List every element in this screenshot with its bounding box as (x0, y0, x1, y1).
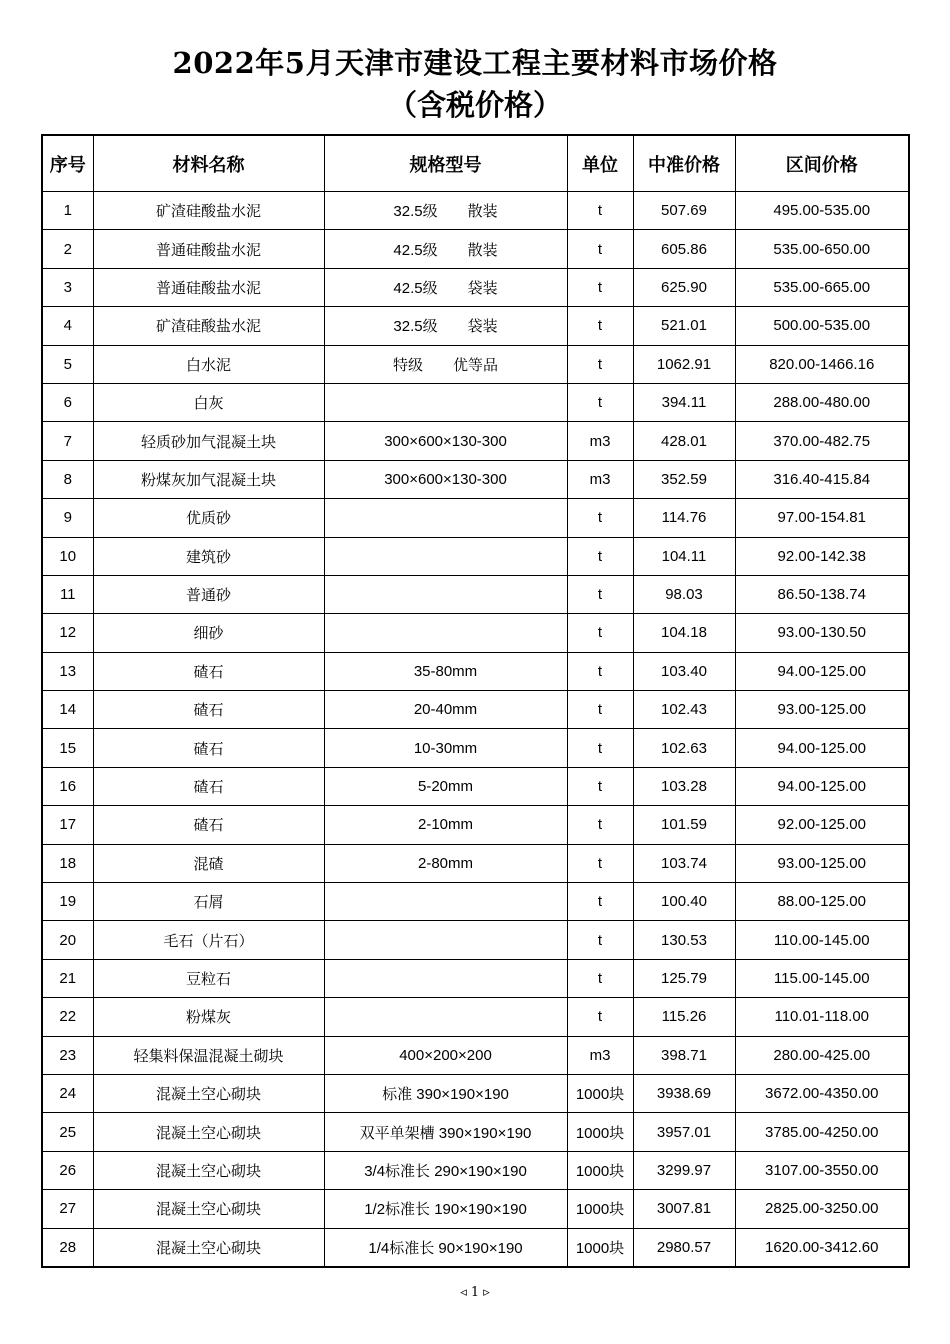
cell-unit: t (567, 767, 633, 805)
cell-spec: 1/4标准长 90×190×190 (324, 1228, 567, 1267)
table-row (42, 422, 909, 460)
cell-seq: 25 (42, 1113, 93, 1151)
cell-seq: 9 (42, 499, 93, 537)
cell-unit: 1000块 (567, 1074, 633, 1112)
cell-spec (324, 883, 567, 921)
cell-spec: 3/4标准长 290×190×190 (324, 1151, 567, 1189)
cell-seq: 1 (42, 192, 93, 230)
cell-mid-price: 103.28 (633, 767, 735, 805)
cell-seq: 18 (42, 844, 93, 882)
cell-unit: t (567, 345, 633, 383)
table-body (42, 192, 909, 1267)
table-row (42, 307, 909, 345)
cell-spec: 双平单架槽 390×190×190 (324, 1113, 567, 1151)
cell-mid-price: 100.40 (633, 883, 735, 921)
cell-unit: 1000块 (567, 1113, 633, 1151)
cell-range-price: 94.00-125.00 (735, 652, 909, 690)
cell-spec: 400×200×200 (324, 1036, 567, 1074)
table-row (42, 537, 909, 575)
cell-seq: 2 (42, 230, 93, 268)
cell-spec (324, 614, 567, 652)
cell-range-price: 370.00-482.75 (735, 422, 909, 460)
cell-mid-price: 102.43 (633, 691, 735, 729)
cell-unit: t (567, 537, 633, 575)
cell-range-price: 820.00-1466.16 (735, 345, 909, 383)
cell-seq: 3 (42, 268, 93, 306)
cell-range-price: 316.40-415.84 (735, 460, 909, 498)
table-row (42, 1074, 909, 1112)
table-row (42, 998, 909, 1036)
cell-spec: 2-10mm (324, 806, 567, 844)
cell-mid-price: 3299.97 (633, 1151, 735, 1189)
document-subtitle: （含税价格） (387, 88, 562, 122)
cell-material-name: 粉煤灰加气混凝土块 (93, 460, 324, 498)
cell-mid-price: 104.18 (633, 614, 735, 652)
table-row (42, 959, 909, 997)
cell-mid-price: 125.79 (633, 959, 735, 997)
cell-unit: t (567, 383, 633, 421)
cell-spec: 10-30mm (324, 729, 567, 767)
table-row (42, 460, 909, 498)
cell-range-price: 288.00-480.00 (735, 383, 909, 421)
cell-spec: 42.5级 袋装 (324, 268, 567, 306)
cell-range-price: 2825.00-3250.00 (735, 1190, 909, 1228)
cell-material-name: 细砂 (93, 614, 324, 652)
table-row (42, 1228, 909, 1267)
cell-mid-price: 102.63 (633, 729, 735, 767)
cell-mid-price: 2980.57 (633, 1228, 735, 1267)
cell-mid-price: 103.40 (633, 652, 735, 690)
cell-unit: m3 (567, 1036, 633, 1074)
cell-unit: t (567, 268, 633, 306)
price-table (41, 134, 910, 1268)
cell-mid-price: 605.86 (633, 230, 735, 268)
cell-material-name: 普通硅酸盐水泥 (93, 268, 324, 306)
cell-spec (324, 921, 567, 959)
cell-seq: 21 (42, 959, 93, 997)
cell-mid-price: 394.11 (633, 383, 735, 421)
cell-range-price: 3785.00-4250.00 (735, 1113, 909, 1151)
cell-range-price: 93.00-130.50 (735, 614, 909, 652)
cell-range-price: 280.00-425.00 (735, 1036, 909, 1074)
cell-range-price: 97.00-154.81 (735, 499, 909, 537)
cell-range-price: 3107.00-3550.00 (735, 1151, 909, 1189)
cell-unit: m3 (567, 422, 633, 460)
cell-unit: t (567, 575, 633, 613)
table-row (42, 729, 909, 767)
cell-material-name: 毛石（片石） (93, 921, 324, 959)
cell-material-name: 碴石 (93, 652, 324, 690)
cell-range-price: 86.50-138.74 (735, 575, 909, 613)
cell-unit: t (567, 614, 633, 652)
cell-seq: 22 (42, 998, 93, 1036)
table-row (42, 230, 909, 268)
cell-material-name: 轻集料保温混凝土砌块 (93, 1036, 324, 1074)
cell-mid-price: 521.01 (633, 307, 735, 345)
cell-spec: 1/2标准长 190×190×190 (324, 1190, 567, 1228)
cell-range-price: 3672.00-4350.00 (735, 1074, 909, 1112)
page-indicator: ◃ 1 ▹ (460, 1285, 490, 1300)
cell-range-price: 88.00-125.00 (735, 883, 909, 921)
cell-mid-price: 98.03 (633, 575, 735, 613)
cell-unit: t (567, 652, 633, 690)
cell-unit: t (567, 192, 633, 230)
cell-unit: t (567, 921, 633, 959)
table-row (42, 1151, 909, 1189)
cell-material-name: 优质砂 (93, 499, 324, 537)
cell-material-name: 矿渣硅酸盐水泥 (93, 307, 324, 345)
table-row (42, 383, 909, 421)
cell-material-name: 白灰 (93, 383, 324, 421)
table-row (42, 691, 909, 729)
cell-unit: t (567, 729, 633, 767)
cell-material-name: 普通硅酸盐水泥 (93, 230, 324, 268)
document-title: 2022年5月天津市建设工程主要材料市场价格 (172, 46, 778, 80)
cell-material-name: 混碴 (93, 844, 324, 882)
cell-spec: 42.5级 散装 (324, 230, 567, 268)
cell-mid-price: 115.26 (633, 998, 735, 1036)
cell-unit: t (567, 806, 633, 844)
cell-spec: 2-80mm (324, 844, 567, 882)
cell-material-name: 碴石 (93, 767, 324, 805)
cell-spec (324, 537, 567, 575)
cell-spec (324, 998, 567, 1036)
table-header-row (42, 135, 909, 192)
cell-mid-price: 130.53 (633, 921, 735, 959)
header-spec: 规格型号 (324, 135, 567, 192)
cell-unit: 1000块 (567, 1190, 633, 1228)
cell-spec: 32.5级 袋装 (324, 307, 567, 345)
cell-unit: t (567, 499, 633, 537)
cell-unit: t (567, 307, 633, 345)
header-unit: 单位 (567, 135, 633, 192)
cell-range-price: 93.00-125.00 (735, 691, 909, 729)
table-row (42, 345, 909, 383)
cell-spec (324, 383, 567, 421)
cell-mid-price: 104.11 (633, 537, 735, 575)
cell-mid-price: 625.90 (633, 268, 735, 306)
cell-material-name: 矿渣硅酸盐水泥 (93, 192, 324, 230)
cell-unit: t (567, 883, 633, 921)
table-row (42, 575, 909, 613)
table-row (42, 806, 909, 844)
cell-material-name: 混凝土空心砌块 (93, 1074, 324, 1112)
cell-seq: 4 (42, 307, 93, 345)
cell-unit: 1000块 (567, 1228, 633, 1267)
cell-unit: 1000块 (567, 1151, 633, 1189)
cell-range-price: 93.00-125.00 (735, 844, 909, 882)
cell-material-name: 碴石 (93, 729, 324, 767)
cell-mid-price: 1062.91 (633, 345, 735, 383)
cell-mid-price: 428.01 (633, 422, 735, 460)
cell-spec: 标准 390×190×190 (324, 1074, 567, 1112)
cell-spec: 32.5级 散装 (324, 192, 567, 230)
cell-unit: t (567, 959, 633, 997)
cell-material-name: 轻质砂加气混凝土块 (93, 422, 324, 460)
table-row (42, 921, 909, 959)
cell-seq: 28 (42, 1228, 93, 1267)
cell-spec: 20-40mm (324, 691, 567, 729)
cell-seq: 26 (42, 1151, 93, 1189)
cell-unit: m3 (567, 460, 633, 498)
table-row (42, 268, 909, 306)
cell-spec (324, 499, 567, 537)
cell-range-price: 92.00-125.00 (735, 806, 909, 844)
cell-range-price: 92.00-142.38 (735, 537, 909, 575)
header-seq: 序号 (42, 135, 93, 192)
cell-seq: 15 (42, 729, 93, 767)
cell-mid-price: 3007.81 (633, 1190, 735, 1228)
cell-seq: 23 (42, 1036, 93, 1074)
cell-mid-price: 101.59 (633, 806, 735, 844)
cell-range-price: 110.01-118.00 (735, 998, 909, 1036)
cell-range-price: 535.00-665.00 (735, 268, 909, 306)
cell-spec (324, 575, 567, 613)
cell-seq: 10 (42, 537, 93, 575)
cell-seq: 7 (42, 422, 93, 460)
cell-spec: 5-20mm (324, 767, 567, 805)
table-row (42, 1036, 909, 1074)
cell-material-name: 白水泥 (93, 345, 324, 383)
table-row (42, 767, 909, 805)
cell-range-price: 495.00-535.00 (735, 192, 909, 230)
header-range-price: 区间价格 (735, 135, 909, 192)
cell-seq: 27 (42, 1190, 93, 1228)
table-row (42, 499, 909, 537)
cell-unit: t (567, 844, 633, 882)
cell-material-name: 混凝土空心砌块 (93, 1113, 324, 1151)
table-row (42, 652, 909, 690)
cell-mid-price: 352.59 (633, 460, 735, 498)
cell-seq: 16 (42, 767, 93, 805)
cell-spec: 300×600×130-300 (324, 422, 567, 460)
cell-spec: 35-80mm (324, 652, 567, 690)
cell-material-name: 碴石 (93, 806, 324, 844)
header-mid-price: 中准价格 (633, 135, 735, 192)
cell-seq: 12 (42, 614, 93, 652)
cell-material-name: 混凝土空心砌块 (93, 1228, 324, 1267)
cell-seq: 8 (42, 460, 93, 498)
cell-material-name: 碴石 (93, 691, 324, 729)
cell-spec: 特级 优等品 (324, 345, 567, 383)
table-row (42, 883, 909, 921)
table-row (42, 614, 909, 652)
cell-seq: 20 (42, 921, 93, 959)
table-row (42, 192, 909, 230)
cell-seq: 6 (42, 383, 93, 421)
table-row (42, 1113, 909, 1151)
cell-material-name: 石屑 (93, 883, 324, 921)
table-row (42, 1190, 909, 1228)
cell-range-price: 115.00-145.00 (735, 959, 909, 997)
cell-material-name: 豆粒石 (93, 959, 324, 997)
cell-mid-price: 114.76 (633, 499, 735, 537)
cell-seq: 24 (42, 1074, 93, 1112)
cell-material-name: 混凝土空心砌块 (93, 1151, 324, 1189)
cell-mid-price: 3957.01 (633, 1113, 735, 1151)
cell-mid-price: 3938.69 (633, 1074, 735, 1112)
cell-unit: t (567, 998, 633, 1036)
cell-range-price: 535.00-650.00 (735, 230, 909, 268)
cell-mid-price: 103.74 (633, 844, 735, 882)
cell-seq: 14 (42, 691, 93, 729)
cell-range-price: 94.00-125.00 (735, 729, 909, 767)
cell-unit: t (567, 691, 633, 729)
cell-spec: 300×600×130-300 (324, 460, 567, 498)
table-row (42, 844, 909, 882)
cell-material-name: 粉煤灰 (93, 998, 324, 1036)
cell-material-name: 普通砂 (93, 575, 324, 613)
cell-range-price: 500.00-535.00 (735, 307, 909, 345)
cell-mid-price: 507.69 (633, 192, 735, 230)
cell-mid-price: 398.71 (633, 1036, 735, 1074)
cell-material-name: 建筑砂 (93, 537, 324, 575)
cell-range-price: 1620.00-3412.60 (735, 1228, 909, 1267)
cell-spec (324, 959, 567, 997)
cell-range-price: 94.00-125.00 (735, 767, 909, 805)
cell-seq: 11 (42, 575, 93, 613)
cell-material-name: 混凝土空心砌块 (93, 1190, 324, 1228)
cell-seq: 5 (42, 345, 93, 383)
cell-seq: 19 (42, 883, 93, 921)
cell-seq: 13 (42, 652, 93, 690)
header-material-name: 材料名称 (93, 135, 324, 192)
cell-seq: 17 (42, 806, 93, 844)
cell-unit: t (567, 230, 633, 268)
cell-range-price: 110.00-145.00 (735, 921, 909, 959)
